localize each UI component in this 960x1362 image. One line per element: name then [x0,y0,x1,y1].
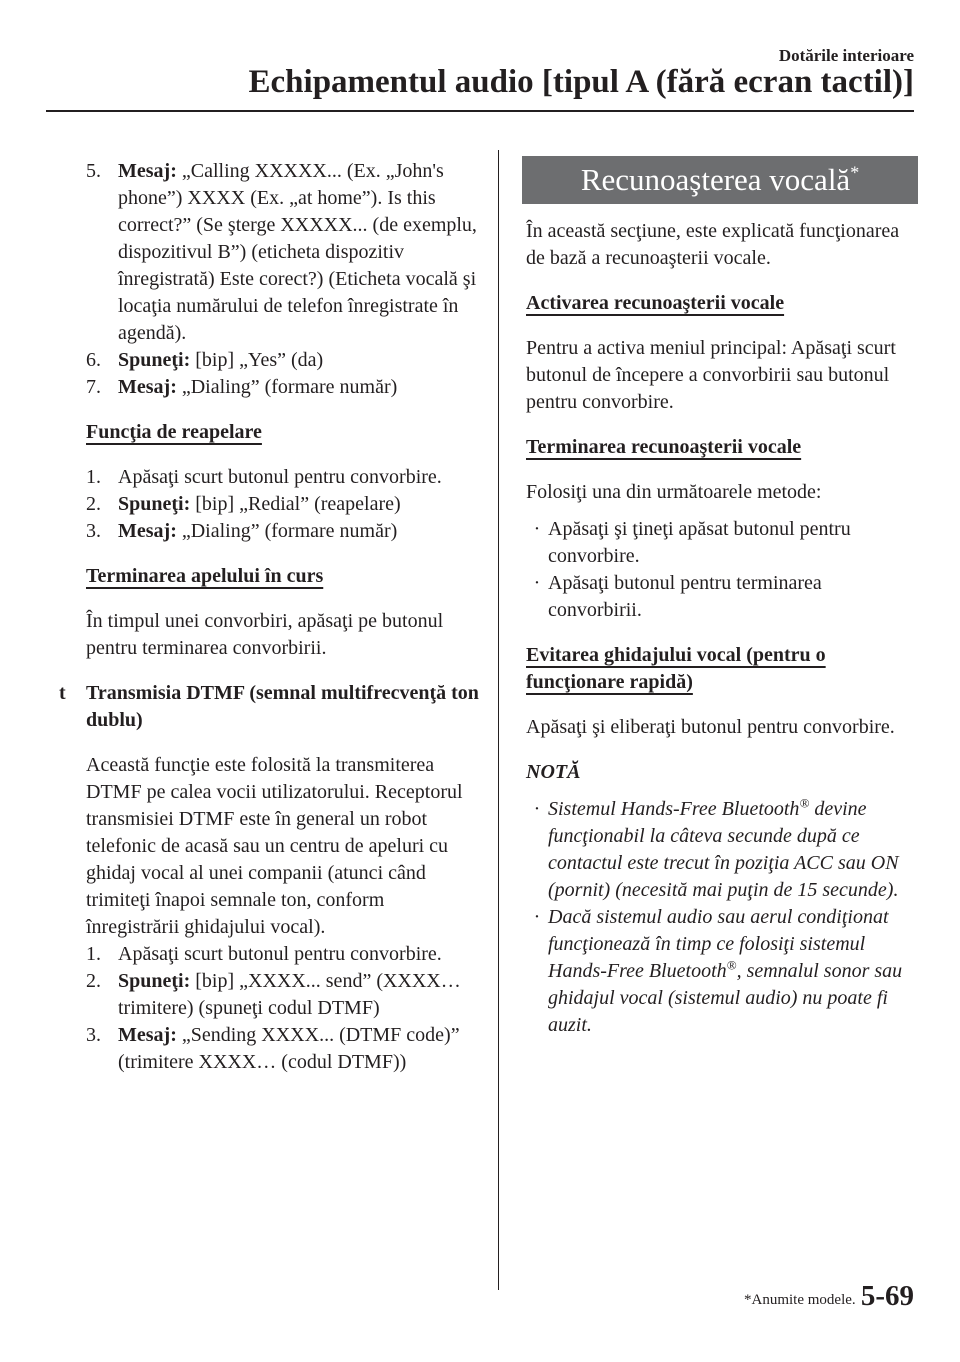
termination-heading: Terminarea recunoaşterii vocale [526,436,802,458]
list-number: 3. [86,1024,101,1046]
note-text: Sistemul Hands-Free Bluetooth [548,798,800,820]
list-number: 1. [86,943,101,965]
bullet-text: Apăsaţi şi ţineţi apăsat butonul pentru convorbire. [548,518,851,567]
list-number: 7. [86,376,101,398]
list-item [86,968,482,1022]
item-text: „Calling XXXXX... (Ex. „John's phone”) XXXX (Ex. „at home”). Is this correct?” (Se şterge XXXXX... (de exemplu, dispozitivul B”) (eticheta dispozitiv înregistrată) Este corect?) (Eticheta vocală şi locaţia numărului de telefon înregistrate în agendă). [118,160,477,344]
bullet-icon: · [533,906,541,928]
item-text: „Dialing” (formare număr) [181,520,398,542]
list-item [86,491,482,518]
dtmf-heading-text: Transmisia DTMF (semnal multifrecvenţă ton dublu) [86,682,479,731]
item-label: Mesaj: [118,376,177,398]
note-text: devine funcţionabil la câteva secunde după ce contactul este trecut în poziţia ACC sau ON (pornit) (necesită mai puţin de 15 secunde). [548,798,899,901]
termination-paragraph: Folosiţi una din următoarele metode: [526,481,822,503]
dtmf-paragraph: Această funcţie este folosită la transmiterea DTMF pe calea vocii utilizatorului. Receptorul transmisiei DTMF este în general un robot telefonic de acasă sau un centru de apeluri cu ghidaj vocal al unei companii (atunci când trimiteţi înapoi semnale ton, conform înregistrării ghidajului vocal). [86,754,463,938]
banner-title: Recunoaşterea vocală [580,162,851,197]
list-number: 2. [86,493,101,515]
note-text: , semnalul sonor sau ghidajul vocal (sistemul audio) nu poate fi auzit. [548,960,903,1036]
right-column [526,158,918,1039]
activation-heading: Activarea recunoaşterii vocale [526,292,785,314]
page-title: Echipamentul audio [tipul A (fără ecran tactil)] [248,64,914,100]
item-text: [bip] „Yes” (da) [195,349,324,371]
dtmf-heading [59,680,482,734]
list-number: 6. [86,349,101,371]
skip-guidance-heading-line2: funcţionare rapidă) [526,671,693,693]
end-call-paragraph: În timpul unei convorbiri, apăsaţi pe butonul pentru terminarea convorbirii. [86,610,444,659]
bullet-item [526,516,918,570]
bullet-item [526,570,918,624]
list-item [86,158,482,347]
left-column [59,158,482,1076]
list-number: 3. [86,520,101,542]
bullet-icon: · [533,572,541,594]
item-text: Apăsaţi scurt butonul pentru convorbire. [118,466,442,488]
list-number: 5. [86,160,101,182]
redial-heading: Funcţia de reapelare [86,421,262,443]
activation-paragraph: Pentru a activa meniul principal: Apăsaţi scurt butonul de începere a convorbirii sau butonul pentru convorbire. [526,337,896,413]
section-label: Dotările interioare [778,46,914,65]
section-marker-icon: t [59,682,66,704]
bullet-icon: · [533,518,541,540]
list-item [86,1022,482,1076]
item-text: „Dialing” (formare număr) [181,376,398,398]
column-divider [498,150,499,1290]
footnote: *Anumite modele. [744,1292,856,1308]
item-text: „Sending XXXX... (DTMF code)” (trimitere XXXX… (codul DTMF)) [118,1024,460,1073]
note-text: Dacă sistemul audio sau aerul condiţionat funcţionează în timp ce folosiţi sistemul Hands-Free Bluetooth [548,906,889,982]
registered-mark: ® [799,795,810,811]
asterisk-marker: * [850,162,860,183]
item-text: [bip] „Redial” (reapelare) [195,493,401,515]
note-title: NOTĂ [526,761,581,783]
skip-guidance-heading-line1: Evitarea ghidajului vocal (pentru o [526,644,826,666]
item-label: Mesaj: [118,1024,177,1046]
item-label: Mesaj: [118,160,177,182]
list-item [86,374,482,401]
list-number: 2. [86,970,101,992]
item-text: Apăsaţi scurt butonul pentru convorbire. [118,943,442,965]
header-rule [46,110,914,112]
intro-paragraph: În această secţiune, este explicată funcţionarea de bază a recunoaşterii vocale. [526,220,900,269]
section-banner [522,156,918,204]
item-label: Mesaj: [118,520,177,542]
note-item [526,796,918,904]
list-item [86,464,482,491]
bullet-text: Apăsaţi butonul pentru terminarea convorbirii. [548,572,822,621]
list-item [86,941,482,968]
skip-guidance-paragraph: Apăsaţi şi eliberaţi butonul pentru convorbire. [526,716,895,738]
end-call-heading: Terminarea apelului în curs [86,565,324,587]
item-label: Spuneţi: [118,970,191,992]
note-item [526,904,918,1039]
list-item [86,347,482,374]
item-label: Spuneţi: [118,349,191,371]
registered-mark: ® [726,957,737,973]
list-number: 1. [86,466,101,488]
bullet-icon: · [533,798,541,820]
item-label: Spuneţi: [118,493,191,515]
list-item [86,518,482,545]
item-text: [bip] „XXXX... send” (XXXX… trimitere) (spuneţi codul DTMF) [118,970,461,1019]
page-number: 5-69 [860,1280,914,1312]
